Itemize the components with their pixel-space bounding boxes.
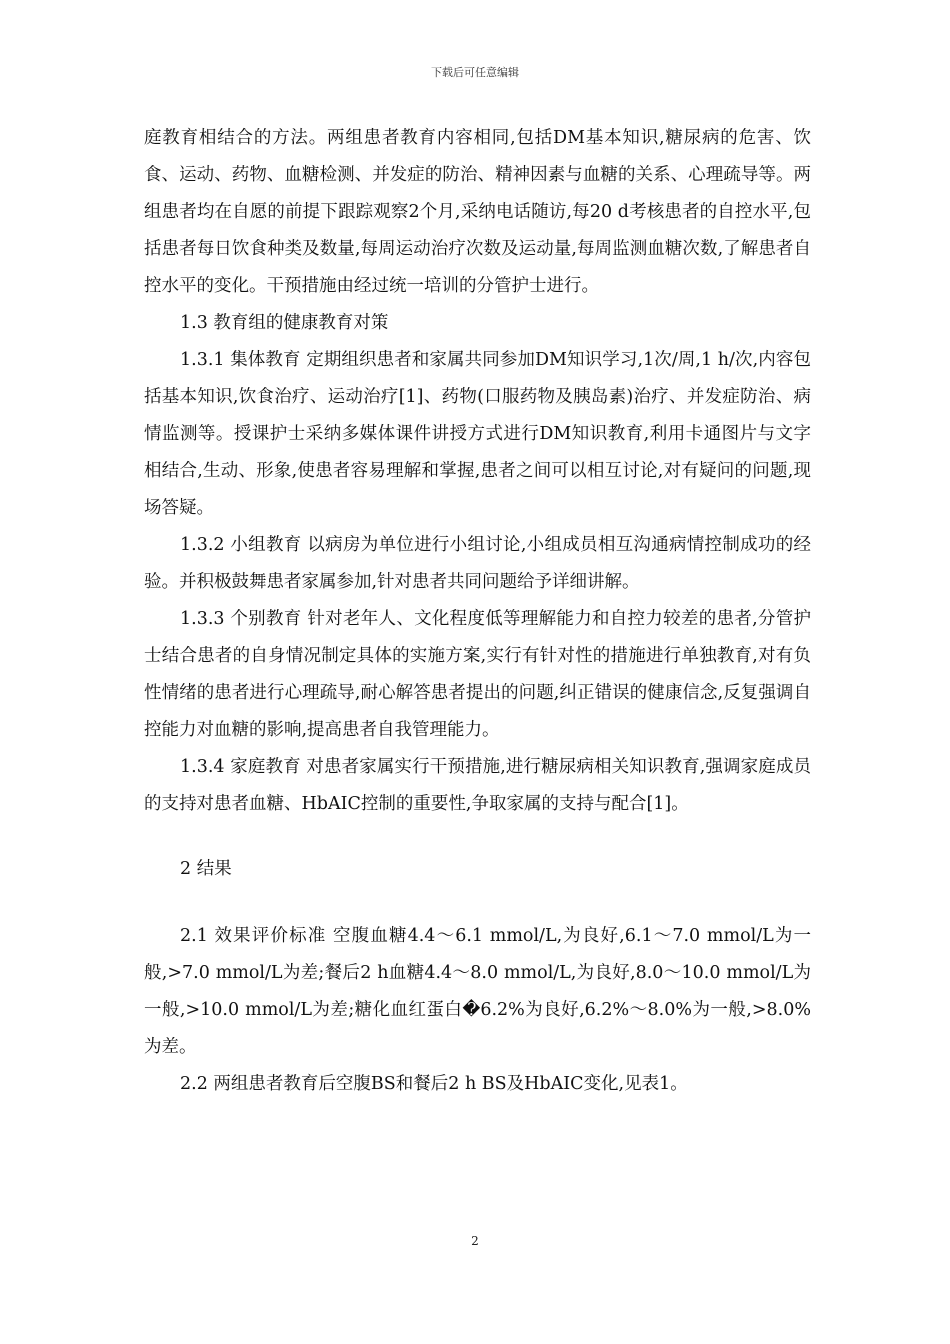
paragraph-evaluation-criteria: 2.1 效果评价标准 空腹血糖4.4～6.1 mmol/L,为良好,6.1～7.0 mmol/L为一般,>7.0 mmol/L为差;餐后2 h血糖4.4～8.0 mmol/L,为良好,8.0～10.0 mmol/L为一般,>10.0 mmol/L为差;糖化血红蛋白�6.2%为良好,6.2%～8.0%为一般,>8.0%为差。 [144, 926, 811, 1057]
page-number: 2 [471, 1234, 479, 1248]
paragraph-small-group-education: 1.3.2 小组教育 以病房为单位进行小组讨论,小组成员相互沟通病情控制成功的经验。并积极鼓舞患者家属参加,针对患者共同问题给予详细讲解。 [144, 535, 811, 592]
document-body [144, 120, 811, 1103]
paragraph-individual-education: 1.3.3 个别教育 针对老年人、文化程度低等理解能力和自控力较差的患者,分管护士结合患者的自身情况制定具体的实施方案,实行有针对性的措施进行单独教育,对有负性情绪的患者进行心理疏导,耐心解答患者提出的问题,纠正错误的健康信念,反复强调自控能力对血糖的影响,提高患者自我管理能力。 [144, 609, 811, 740]
paragraph-table-reference: 2.2 两组患者教育后空腹BS和餐后2 h BS及HbAIC变化,见表1。 [180, 1074, 688, 1094]
page-header-note: 下载后可任意编辑 [431, 66, 519, 79]
section-heading-1-3: 1.3 教育组的健康教育对策 [180, 313, 389, 333]
paragraph-family-education: 1.3.4 家庭教育 对患者家属实行干预措施,进行糖尿病相关知识教育,强调家庭成员的支持对患者血糖、HbAIC控制的重要性,争取家属的支持与配合[1]。 [144, 757, 811, 814]
paragraph-group-education: 1.3.1 集体教育 定期组织患者和家属共同参加DM知识学习,1次/周,1 h/次,内容包括基本知识,饮食治疗、运动治疗[1]、药物(口服药物及胰岛素)治疗、并发症防治、病情监测等。授课护士采纳多媒体课件讲授方式进行DM知识教育,利用卡通图片与文字相结合,生动、形象,使患者容易理解和掌握,患者之间可以相互讨论,对有疑问的问题,现场答疑。 [144, 350, 811, 518]
section-heading-results: 2 结果 [180, 859, 232, 879]
paragraph-education-method: 庭教育相结合的方法。两组患者教育内容相同,包括DM基本知识,糖尿病的危害、饮食、运动、药物、血糖检测、并发症的防治、精神因素与血糖的关系、心理疏导等。两组患者均在自愿的前提下跟踪观察2个月,采纳电话随访,每20 d考核患者的自控水平,包括患者每日饮食种类及数量,每周运动治疗次数及运动量,每周监测血糖次数,了解患者自控水平的变化。干预措施由经过统一培训的分管护士进行。 [144, 128, 811, 296]
